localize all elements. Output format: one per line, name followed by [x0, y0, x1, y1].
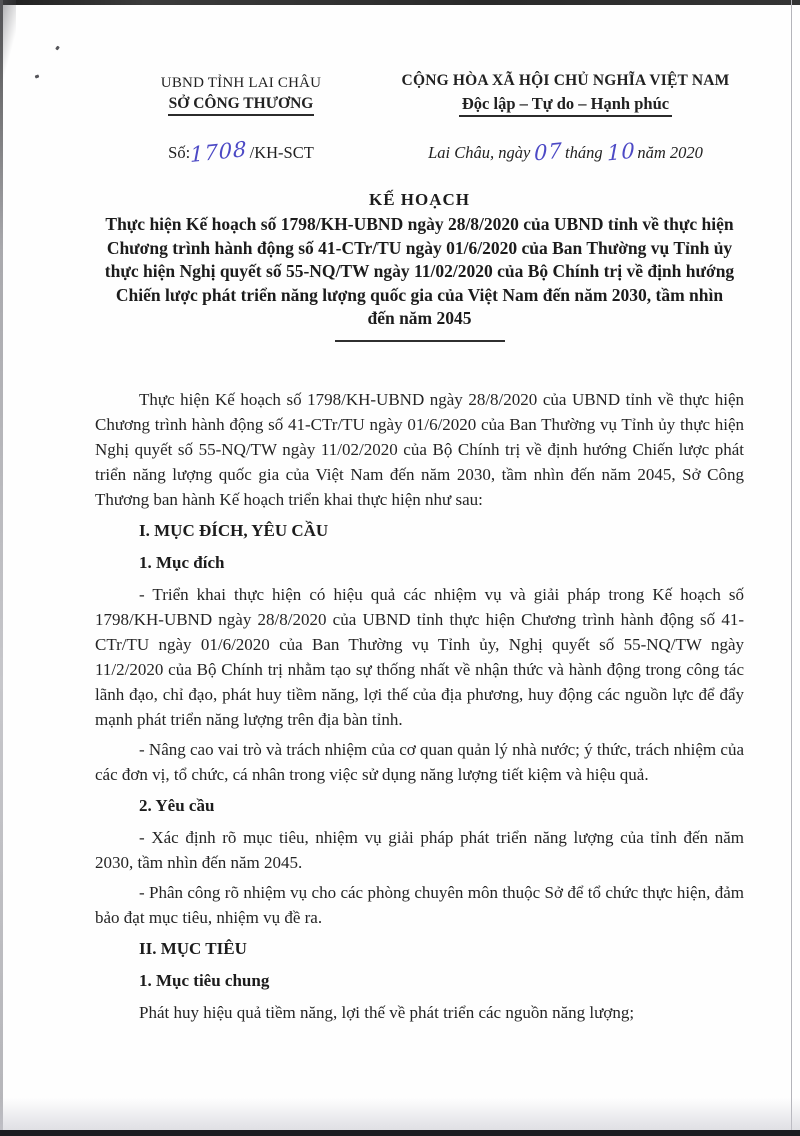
section-heading: 2. Yêu cầu — [139, 795, 215, 815]
issuing-org-block — [95, 72, 387, 113]
national-motto-text: Độc lập – Tự do – Hạnh phúc — [459, 94, 672, 117]
body-paragraph: Phát huy hiệu quả tiềm năng, lợi thế về phát triển các nguồn năng lượng; — [139, 1002, 635, 1022]
scan-edge-left — [0, 0, 3, 1136]
reference-row — [95, 136, 744, 168]
document-type-title: KẾ HOẠCH — [368, 190, 471, 209]
scan-edge-right — [791, 0, 792, 1136]
month-handwritten: 10 — [606, 138, 636, 166]
org-name — [95, 95, 387, 113]
scan-edge-bottom — [0, 1130, 800, 1136]
date-middle: tháng — [565, 143, 603, 162]
date-suffix: năm 2020 — [637, 143, 703, 162]
scan-edge-top — [0, 0, 800, 5]
body-paragraph: - Phân công rõ nhiệm vụ cho các phòng chuyên môn thuộc Sở để tổ chức thực hiện, đảm bảo đạt mục tiêu, nhiệm vụ đề ra. — [95, 882, 744, 927]
section-heading: 1. Mục đích — [139, 552, 225, 572]
body-paragraph: - Triển khai thực hiện có hiệu quả các nhiệm vụ và giải pháp trong Kế hoạch số 1798/KH-UBND ngày 28/8/2020 của UBND tỉnh thực hiện Chương trình hành động số 41-CTr/TU ngày 01/6/2020 của Ban Thường vụ Tỉnh ủy, Nghị quyết số 55-NQ/TW ngày 11/2/2020 của Bộ Chính trị nhằm tạo sự thống nhất về nhận thức và hành động trong công tác lãnh đạo, chỉ đạo, phát huy tiềm năng, lợi thế của địa phương, huy động các nguồn lực để đẩy mạnh phát triển năng lượng trên địa bàn tỉnh. — [95, 584, 744, 729]
section-heading: II. MỤC TIÊU — [139, 938, 247, 958]
title-block — [95, 190, 744, 342]
national-header-block — [387, 72, 744, 114]
document-subject-title: Thực hiện Kế hoạch số 1798/KH-UBND ngày 28/8/2020 của UBND tỉnh về thực hiện Chương trình hành động số 41-CTr/TU ngày 01/6/2020 của Ban Thường vụ Tỉnh ủy thực hiện Nghị quyết số 55-NQ/TW ngày 11/02/2020 của Bộ Chính trị về định hướng Chiến lược phát triển năng lượng quốc gia của Việt Nam đến năm 2030, tầm nhìn đến năm 2045 — [104, 214, 735, 328]
letterhead — [95, 72, 744, 114]
place-date-line — [387, 138, 744, 166]
day-handwritten: 07 — [534, 138, 563, 166]
place-date-prefix: Lai Châu, ngày — [428, 143, 531, 162]
scan-corner-shadow — [0, 0, 16, 110]
title-separator-line — [335, 340, 505, 342]
section-heading: I. MỤC ĐÍCH, YÊU CẦU — [139, 520, 329, 540]
document-body — [95, 387, 744, 1025]
document-number — [95, 136, 387, 168]
document-number-suffix: /KH-SCT — [249, 143, 314, 162]
body-paragraph: - Nâng cao vai trò và trách nhiệm của cơ quan quản lý nhà nước; ý thức, trách nhiệm của các đơn vị, tổ chức, cá nhân trong việc sử dụng năng lượng tiết kiệm và hiệu quả. — [95, 739, 744, 784]
document-content — [95, 72, 744, 1030]
body-paragraph: Thực hiện Kế hoạch số 1798/KH-UBND ngày 28/8/2020 của UBND tỉnh về thực hiện Chương trình hành động số 41-CTr/TU ngày 01/6/2020 của Ban Thường vụ Tỉnh ủy thực hiện Nghị quyết số 55-NQ/TW ngày 11/02/2020 của Bộ Chính trị về định hướng Chiến lược phát triển năng lượng quốc gia của Việt Nam đến năm 2030, tầm nhìn đến năm 2045, Sở Công Thương ban hành Kế hoạch triển khai thực hiện như sau: — [95, 389, 744, 509]
document-number-prefix: Số: — [168, 143, 191, 162]
body-paragraph: - Xác định rõ mục tiêu, nhiệm vụ giải pháp phát triển năng lượng của tỉnh đến năm 2030, tầm nhìn đến năm 2045. — [95, 827, 744, 872]
scan-speck — [55, 46, 60, 51]
section-heading: 1. Mục tiêu chung — [139, 970, 270, 990]
org-name-text: SỞ CÔNG THƯƠNG — [168, 95, 315, 116]
document-number-handwritten: 1708 — [190, 136, 248, 168]
scan-shadow-bottom — [0, 1098, 800, 1130]
national-motto — [387, 94, 744, 114]
national-title: CỘNG HÒA XÃ HỘI CHỦ NGHĨA VIỆT NAM — [401, 72, 730, 89]
org-parent-name: UBND TỈNH LAI CHÂU — [160, 75, 322, 91]
scan-speck — [35, 74, 40, 78]
